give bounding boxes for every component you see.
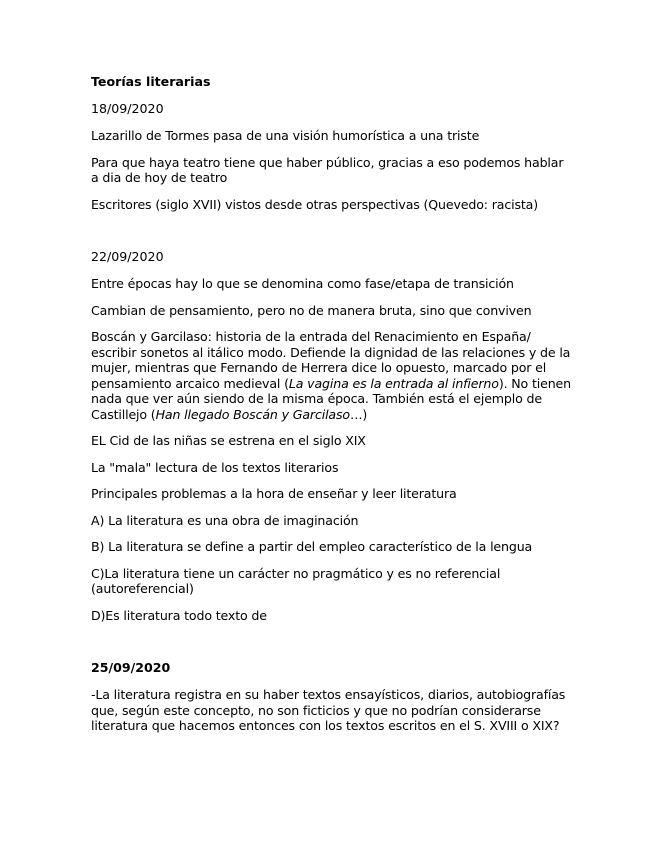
document-page: [91, 74, 571, 745]
boscan-quote-1: La vagina es la entrada al infierno: [288, 375, 499, 391]
list-item-c: C)La literatura tiene un carácter no pragmático y es no referencial (autoreferencial): [91, 565, 501, 596]
boscan-text-3: …): [349, 406, 368, 422]
list-item-a: A) La literatura es una obra de imaginación: [91, 512, 359, 528]
boscan-text-1: Boscán y Garcilaso: historia de la entrada del Renacimiento en España/ escribir sonetos al itálico modo. Defiende la dignidad de las relaciones y de la mujer, mientras que Fernando de Herrera dice lo opuesto, marcado por el pensamiento arcaico medieval (: [91, 329, 571, 391]
section-date: 22/09/2020: [91, 249, 164, 264]
list-item-d: D)Es literatura todo texto de: [91, 607, 267, 623]
section-date: 18/09/2020: [91, 101, 164, 116]
document-title: Teorías literarias: [91, 74, 211, 89]
boscan-text-2: ). No tienen nada que ver aún siendo de la misma época. También está el ejemplo de Castillejo (: [91, 375, 571, 422]
note-paragraph: La "mala" lectura de los textos literarios: [91, 459, 339, 475]
section-spacer: [91, 223, 571, 249]
note-paragraph: Principales problemas a la hora de enseñar y leer literatura: [91, 486, 457, 501]
note-paragraph: Cambian de pensamiento, pero no de manera bruta, sino que conviven: [91, 302, 532, 318]
note-paragraph: Lazarillo de Tormes pasa de una visión humorística a una triste: [91, 128, 480, 143]
note-paragraph: Escritores (siglo XVII) vistos desde otras perspectivas (Quevedo: racista): [91, 196, 538, 212]
note-paragraph: Entre épocas hay lo que se denomina como fase/etapa de transición: [91, 276, 514, 291]
list-item-b: B) La literatura se define a partir del empleo característico de la lengua: [91, 539, 533, 554]
section-spacer: [91, 634, 571, 660]
boscan-quote-2: Han llegado Boscán y Garcilaso: [155, 406, 350, 422]
note-paragraph: EL Cid de las niñas se estrena en el siglo XIX: [91, 433, 366, 448]
note-paragraph: Para que haya teatro tiene que haber público, gracias a eso podemos hablar a dia de hoy de teatro: [91, 154, 564, 185]
note-paragraph-boscan: [91, 329, 571, 422]
section-date: 25/09/2020: [91, 660, 171, 675]
note-paragraph: -La literatura registra en su haber textos ensayísticos, diarios, autobiografías que, según este concepto, no son ficticios y que no podrían considerarse literatura que hacemos entonces con los textos escritos en el S. XVIII o XIX?: [91, 687, 566, 733]
